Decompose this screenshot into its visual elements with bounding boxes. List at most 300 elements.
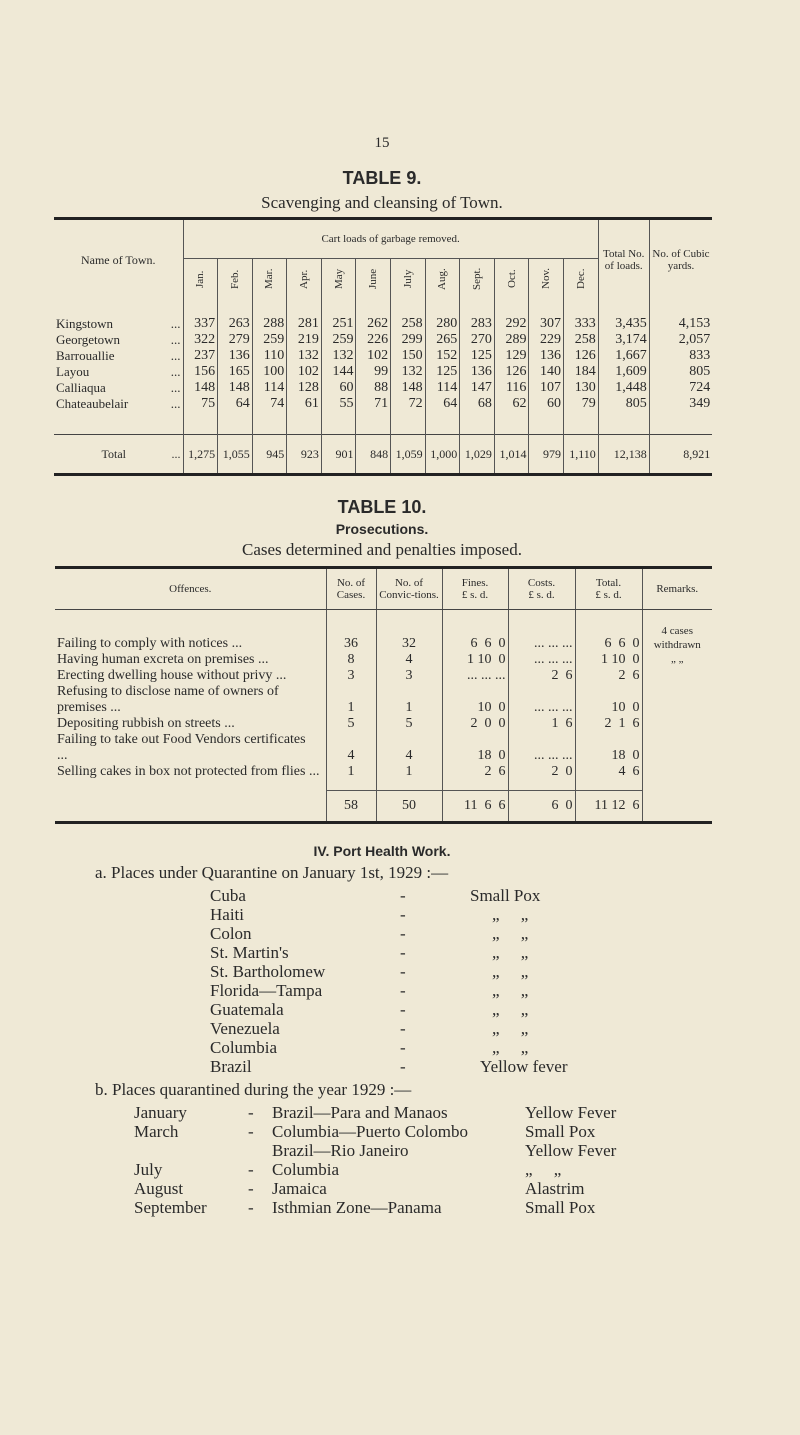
- total: 2 1 6: [575, 716, 642, 732]
- month-value: 156: [183, 364, 218, 380]
- spacer: [54, 300, 712, 316]
- quarantined-during-year-list: [0, 1103, 800, 1217]
- col-fines: [442, 567, 508, 609]
- table-row: [55, 652, 712, 668]
- disease: Small Pox: [525, 1197, 596, 1217]
- dash: -: [248, 1197, 254, 1217]
- disease: „ „: [492, 980, 529, 1000]
- table9-title: TABLE 9.: [342, 168, 422, 188]
- month-value: 150: [391, 348, 426, 364]
- list-item: [0, 886, 800, 905]
- month-total: 1,275: [183, 434, 218, 474]
- table-row: [55, 624, 712, 652]
- place: Isthmian Zone—Panama: [272, 1197, 442, 1217]
- quarantine-place: Columbia: [210, 1037, 278, 1057]
- month-label: June: [367, 269, 380, 290]
- month-value: 132: [321, 348, 356, 364]
- lsd-label: £ s. d.: [461, 588, 489, 601]
- month-value: 262: [356, 316, 391, 332]
- cubic-yards: 724: [649, 380, 712, 396]
- blank-cell: [55, 790, 326, 822]
- total-row: [54, 434, 712, 474]
- blank-cell: [55, 780, 326, 791]
- offence: Depositing rubbish on streets ...: [57, 715, 235, 731]
- month-value: 280: [425, 316, 460, 332]
- month-value: 333: [564, 316, 599, 332]
- month-value: 259: [321, 332, 356, 348]
- list-item: [0, 905, 800, 924]
- month-value: 79: [564, 396, 599, 412]
- blank-cell: [575, 609, 642, 624]
- disease: Yellow Fever: [525, 1140, 617, 1160]
- blank-cell: [55, 609, 326, 624]
- month-label: Oct.: [505, 269, 518, 289]
- col-convictions: No. of Convic-tions.: [376, 567, 442, 609]
- col-name: Name of Town.: [80, 252, 156, 267]
- list-item: [0, 1000, 800, 1019]
- month-value: 114: [252, 380, 287, 396]
- dash: -: [400, 942, 406, 962]
- table-row: [54, 364, 712, 380]
- table10-title: TABLE 10.: [337, 496, 427, 517]
- offence: Selling cakes in box not protected from flies ...: [57, 763, 320, 779]
- convictions: 4: [376, 732, 442, 764]
- month-value: 61: [287, 396, 322, 412]
- table-row: [55, 716, 712, 732]
- fines-label: Fines.: [461, 576, 489, 589]
- month-total: 979: [529, 434, 564, 474]
- cases: 8: [326, 652, 376, 668]
- month-value: 165: [218, 364, 253, 380]
- list-item: [0, 962, 800, 981]
- remarks: „ „: [642, 652, 712, 668]
- disease: „ „: [525, 1159, 562, 1179]
- quarantine-place: Haiti: [210, 904, 244, 924]
- month-value: 136: [460, 364, 495, 380]
- month-value: 136: [529, 348, 564, 364]
- disease: Yellow Fever: [525, 1102, 617, 1122]
- month-value: 74: [252, 396, 287, 412]
- month-value: 307: [529, 316, 564, 332]
- month-value: 259: [252, 332, 287, 348]
- convictions: 1: [376, 684, 442, 716]
- month-label: Aug.: [436, 268, 449, 291]
- blank-cell: [326, 609, 376, 624]
- list-item: [0, 943, 800, 962]
- month-value: 68: [460, 396, 495, 412]
- month-value: 258: [391, 316, 426, 332]
- table10: [55, 566, 712, 824]
- dash: -: [400, 961, 406, 981]
- blank-cell: [356, 300, 391, 316]
- list-item: [0, 1122, 800, 1141]
- blank-cell: [326, 780, 376, 791]
- month-value: 60: [321, 380, 356, 396]
- quarantine-place: Florida—Tampa: [210, 980, 323, 1000]
- total-loads: 1,609: [598, 364, 649, 380]
- col-offences: Offences.: [55, 567, 326, 609]
- month-value: 263: [218, 316, 253, 332]
- blank-cell: [183, 412, 218, 435]
- month-header: [356, 259, 391, 300]
- month-total: 1,110: [564, 434, 599, 474]
- month-header: [218, 259, 253, 300]
- month-header: [287, 259, 322, 300]
- blank-cell: [564, 412, 599, 435]
- month-value: 102: [287, 364, 322, 380]
- month-label: Nov.: [540, 268, 553, 290]
- blank-cell: [642, 609, 712, 624]
- costs: 1 6: [508, 716, 575, 732]
- blank-cell: [376, 609, 442, 624]
- total: 18 0: [575, 732, 642, 764]
- remarks: [642, 716, 712, 732]
- grand-total: 11 12 6: [575, 790, 642, 822]
- dash: -: [248, 1102, 254, 1122]
- town-name: Layou ...: [54, 364, 183, 380]
- blank-cell: [252, 412, 287, 435]
- table-row: [55, 668, 712, 684]
- month-header: [425, 259, 460, 300]
- spacer: [55, 609, 712, 624]
- col-cart: Cart loads of garbage removed.: [183, 219, 598, 259]
- month-total: 1,059: [391, 434, 426, 474]
- blank-cell: [442, 780, 508, 791]
- blank-cell: [252, 300, 287, 316]
- place: Columbia—Puerto Colombo: [272, 1121, 468, 1141]
- month-value: 114: [425, 380, 460, 396]
- offence: Failing to take out Food Vendors certificates ...: [57, 731, 306, 763]
- town-name: Calliaqua ...: [54, 380, 183, 396]
- blank-cell: [321, 300, 356, 316]
- month-value: 102: [356, 348, 391, 364]
- disease: „ „: [492, 942, 529, 962]
- month-header: [494, 259, 529, 300]
- disease: Small Pox: [470, 885, 541, 905]
- offence: Erecting dwelling house without privy ...: [57, 667, 287, 683]
- month-value: 125: [425, 364, 460, 380]
- month-value: 258: [564, 332, 599, 348]
- disease: „ „: [492, 961, 529, 981]
- month-value: 144: [321, 364, 356, 380]
- month-value: 288: [252, 316, 287, 332]
- disease: Yellow fever: [480, 1056, 568, 1076]
- quarantine-place: Brazil: [210, 1056, 252, 1076]
- list-item: [0, 981, 800, 1000]
- list-item: [0, 1057, 800, 1076]
- month-header: [252, 259, 287, 300]
- convictions: 32: [376, 624, 442, 652]
- convictions: 1: [376, 764, 442, 780]
- dash: -: [248, 1178, 254, 1198]
- offence: Refusing to disclose name of owners of premises ...: [57, 683, 279, 715]
- month-label: Feb.: [228, 269, 241, 289]
- col-total: [575, 567, 642, 609]
- quarantine-place: St. Martin's: [210, 942, 289, 962]
- total: 4 6: [575, 764, 642, 780]
- total-loads: 12,138: [598, 434, 649, 474]
- blank-cell: [356, 412, 391, 435]
- month-header: [529, 259, 564, 300]
- blank-cell: [287, 300, 322, 316]
- total-loads: 1,448: [598, 380, 649, 396]
- quarantine-place: St. Bartholomew: [210, 961, 326, 981]
- month: [134, 1141, 248, 1160]
- month-total: 1,029: [460, 434, 495, 474]
- blank-cell: [642, 790, 712, 822]
- blank-cell: [649, 300, 712, 316]
- dash: -: [400, 1018, 406, 1038]
- month-value: 229: [529, 332, 564, 348]
- month-total: 1,055: [218, 434, 253, 474]
- cubic-yards: 4,153: [649, 316, 712, 332]
- total-label: Total ...: [54, 434, 183, 474]
- total-costs: 6 0: [508, 790, 575, 822]
- month-total: 901: [321, 434, 356, 474]
- month: January: [134, 1102, 187, 1122]
- total-loads: 1,667: [598, 348, 649, 364]
- disease: „ „: [492, 904, 529, 924]
- convictions: 3: [376, 668, 442, 684]
- costs: 2 0: [508, 764, 575, 780]
- month-value: 322: [183, 332, 218, 348]
- remarks: [642, 764, 712, 780]
- month-header: [460, 259, 495, 300]
- month-value: 289: [494, 332, 529, 348]
- blank-cell: [425, 300, 460, 316]
- month-total: 923: [287, 434, 322, 474]
- page-number: 15: [374, 135, 390, 151]
- port-a-heading: a. Places under Quarantine on January 1st, 1929 :—: [95, 862, 449, 882]
- disease: „ „: [492, 1018, 529, 1038]
- blank-cell: [508, 780, 575, 791]
- disease: Small Pox: [525, 1121, 596, 1141]
- remarks: [642, 668, 712, 684]
- dash: -: [400, 999, 406, 1019]
- month-label: Mar.: [263, 269, 276, 290]
- blank-cell: [54, 412, 183, 435]
- town-name: Georgetown ...: [54, 332, 183, 348]
- place: Jamaica: [272, 1178, 327, 1198]
- cubic-yards: 805: [649, 364, 712, 380]
- fines: 6 6 0: [442, 624, 508, 652]
- lsd-label: £ s. d.: [595, 588, 622, 601]
- town-name: Barrouallie ...: [54, 348, 183, 364]
- month-value: 60: [529, 396, 564, 412]
- total: 10 0: [575, 684, 642, 716]
- dash: -: [400, 923, 406, 943]
- cubic-yards: 349: [649, 396, 712, 412]
- dash: -: [248, 1121, 254, 1141]
- month-value: 152: [425, 348, 460, 364]
- disease: „ „: [492, 1037, 529, 1057]
- town-name: Kingstown ...: [54, 316, 183, 332]
- total-fines: 11 6 6: [442, 790, 508, 822]
- month-value: 64: [425, 396, 460, 412]
- table10-heading: Prosecutions.: [335, 520, 429, 537]
- blank-cell: [391, 412, 426, 435]
- month-value: 299: [391, 332, 426, 348]
- fines: ... ... ...: [442, 668, 508, 684]
- cases: 1: [326, 684, 376, 716]
- total-cases: 58: [326, 790, 376, 822]
- month-value: 148: [183, 380, 218, 396]
- list-item: [0, 1019, 800, 1038]
- convictions: 5: [376, 716, 442, 732]
- month-value: 88: [356, 380, 391, 396]
- costs-label: Costs.: [527, 576, 556, 589]
- blank-cell: [460, 412, 495, 435]
- remarks: 4 cases withdrawn: [642, 624, 712, 652]
- blank-cell: [321, 412, 356, 435]
- disease: Alastrim: [525, 1178, 585, 1198]
- port-b-heading: b. Places quarantined during the year 1929 :—: [95, 1079, 412, 1099]
- blank-cell: [376, 780, 442, 791]
- place: Brazil—Para and Manaos: [272, 1102, 448, 1122]
- col-cubic: No. of Cubic yards.: [649, 219, 712, 300]
- month-value: 237: [183, 348, 218, 364]
- quarantine-list: [0, 886, 800, 1076]
- offence: Failing to comply with notices ...: [57, 635, 243, 651]
- dash: -: [400, 885, 406, 905]
- month-value: 184: [564, 364, 599, 380]
- dash: [248, 1141, 272, 1160]
- month-label: Dec.: [574, 269, 587, 290]
- col-total: Total No. of loads.: [598, 219, 649, 300]
- month-value: 130: [564, 380, 599, 396]
- month-value: 99: [356, 364, 391, 380]
- blank-cell: [529, 412, 564, 435]
- month-value: 265: [425, 332, 460, 348]
- fines: 2 6: [442, 764, 508, 780]
- table9-subtitle: Scavenging and cleansing of Town.: [261, 193, 503, 212]
- month-label: May: [332, 269, 345, 290]
- total: 6 6 0: [575, 624, 642, 652]
- col-cases: No. of Cases.: [326, 567, 376, 609]
- cubic-yards: 2,057: [649, 332, 712, 348]
- remarks: [642, 684, 712, 716]
- month-header: [564, 259, 599, 300]
- cubic-yards: 833: [649, 348, 712, 364]
- remarks: [642, 732, 712, 764]
- list-item: [0, 1141, 800, 1160]
- blank-cell: [425, 412, 460, 435]
- offence: Having human excreta on premises ...: [57, 651, 269, 667]
- month-value: 116: [494, 380, 529, 396]
- spacer: [54, 412, 712, 435]
- total-convictions: 50: [376, 790, 442, 822]
- blank-cell: [575, 780, 642, 791]
- dash: -: [400, 980, 406, 1000]
- costs: ... ... ...: [508, 684, 575, 716]
- month-total: 848: [356, 434, 391, 474]
- month-header: [321, 259, 356, 300]
- month-value: 110: [252, 348, 287, 364]
- month-value: 148: [391, 380, 426, 396]
- port-title: IV. Port Health Work.: [313, 842, 451, 859]
- quarantine-place: Venezuela: [210, 1018, 280, 1038]
- month-value: 140: [529, 364, 564, 380]
- total-label: Total.: [595, 576, 622, 589]
- spacer: [55, 780, 712, 791]
- month-total: 1,014: [494, 434, 529, 474]
- lsd-label: £ s. d.: [528, 588, 555, 601]
- total-loads: 3,435: [598, 316, 649, 332]
- cases: 4: [326, 732, 376, 764]
- quarantine-place: Cuba: [210, 885, 246, 905]
- month: March: [134, 1121, 179, 1141]
- month-total: 1,000: [425, 434, 460, 474]
- cases: 1: [326, 764, 376, 780]
- table-row: [54, 396, 712, 412]
- costs: 2 6: [508, 668, 575, 684]
- place: Brazil—Rio Janeiro: [272, 1140, 409, 1160]
- month-value: 107: [529, 380, 564, 396]
- month: August: [134, 1178, 184, 1198]
- dash: -: [400, 904, 406, 924]
- month-value: 129: [494, 348, 529, 364]
- list-item: [0, 1038, 800, 1057]
- table-row: [55, 732, 712, 764]
- disease: „ „: [492, 999, 529, 1019]
- table-row: [54, 348, 712, 364]
- list-item: [0, 1179, 800, 1198]
- fines: 10 0: [442, 684, 508, 716]
- table10-subtitle: Cases determined and penalties imposed.: [242, 539, 522, 559]
- month-value: 147: [460, 380, 495, 396]
- month-value: 62: [494, 396, 529, 412]
- month-value: 64: [218, 396, 253, 412]
- blank-cell: [642, 780, 712, 791]
- month-value: 75: [183, 396, 218, 412]
- month-value: 279: [218, 332, 253, 348]
- month-value: 125: [460, 348, 495, 364]
- blank-cell: [598, 412, 649, 435]
- table-row: [54, 316, 712, 332]
- quarantine-place: Colon: [210, 923, 252, 943]
- cases: 3: [326, 668, 376, 684]
- total-loads: 805: [598, 396, 649, 412]
- total: 1 10 0: [575, 652, 642, 668]
- total-loads: 3,174: [598, 332, 649, 348]
- month-value: 126: [494, 364, 529, 380]
- month: September: [134, 1197, 207, 1217]
- month-value: 226: [356, 332, 391, 348]
- month-value: 283: [460, 316, 495, 332]
- col-remarks: Remarks.: [642, 567, 712, 609]
- table-row: [55, 764, 712, 780]
- blank-cell: [218, 300, 253, 316]
- blank-cell: [391, 300, 426, 316]
- table-row: [55, 684, 712, 716]
- month-value: 126: [564, 348, 599, 364]
- month-label: Jan.: [194, 270, 207, 288]
- month-value: 128: [287, 380, 322, 396]
- costs: ... ... ...: [508, 652, 575, 668]
- blank-cell: [598, 300, 649, 316]
- blank-cell: [508, 609, 575, 624]
- month-value: 219: [287, 332, 322, 348]
- month-value: 337: [183, 316, 218, 332]
- month-value: 71: [356, 396, 391, 412]
- blank-cell: [494, 412, 529, 435]
- month-value: 72: [391, 396, 426, 412]
- fines: 18 0: [442, 732, 508, 764]
- month-value: 292: [494, 316, 529, 332]
- list-item: [0, 1198, 800, 1217]
- month-value: 281: [287, 316, 322, 332]
- convictions: 4: [376, 652, 442, 668]
